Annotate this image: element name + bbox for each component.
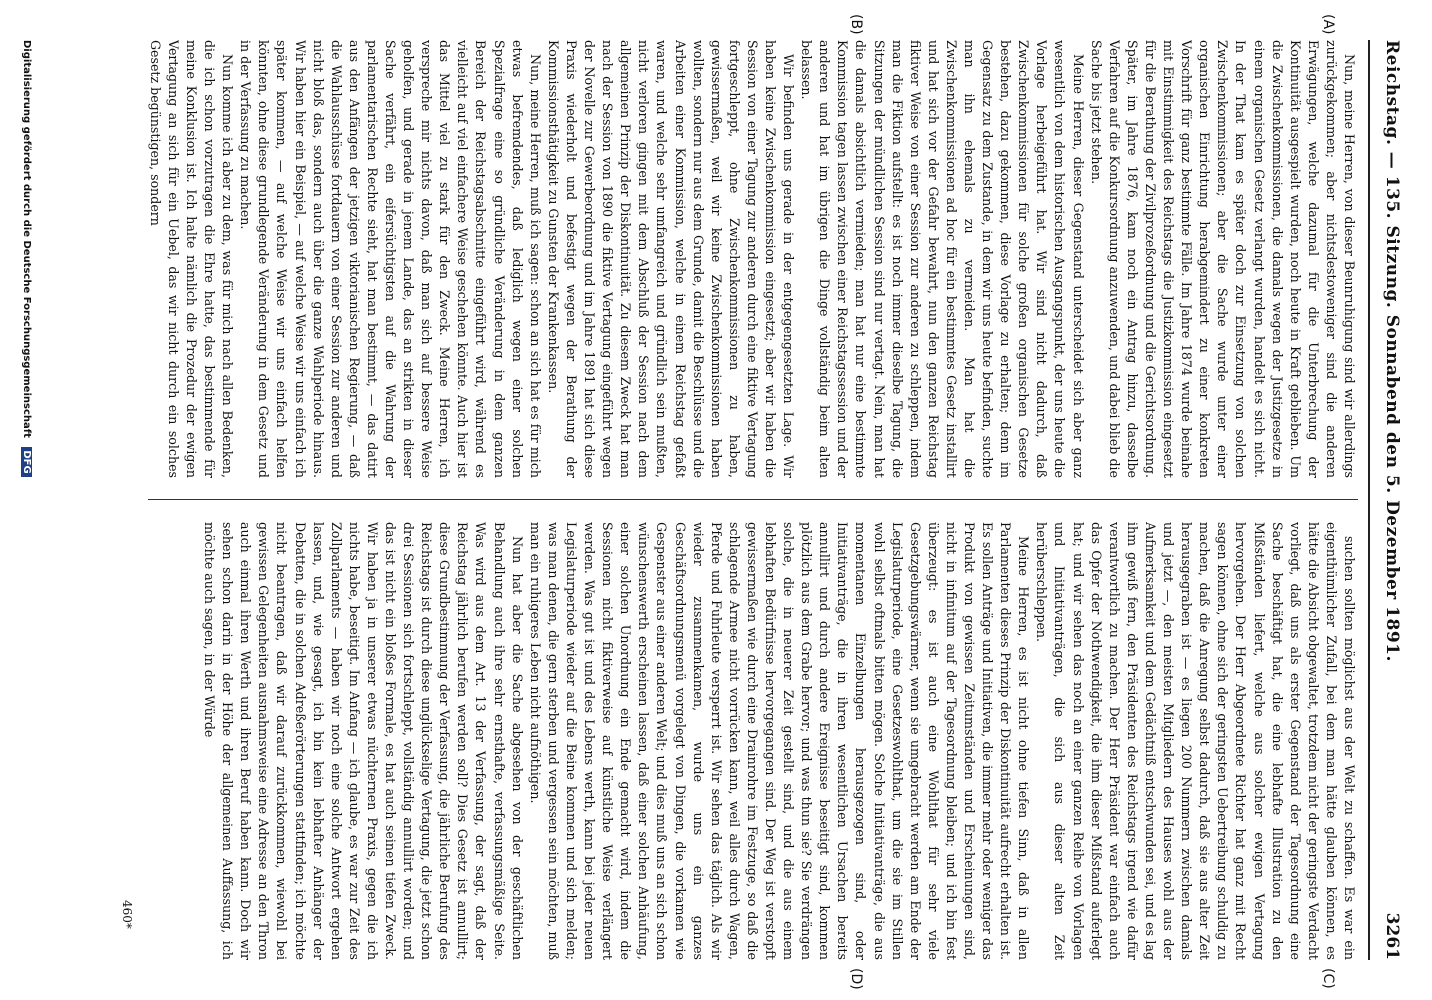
running-title: Reichstag. — 135. Sitzung. Sonnabend den 5. Dezember 1891.: [1382, 40, 1402, 662]
page-number: 3261: [1382, 912, 1402, 960]
margin-marker-d: (D): [848, 968, 864, 990]
right-column: [138, 522, 1358, 960]
paragraph: Nun hat aber die Sache abgesehen von der geschäftlichen Behandlung auch ihre sehr ernsthafte, verfassungsmäßige Seite. Was wird aus dem Art. 13 der Verfassung, der sagt, daß der Reichstag jährlich berufen werden soll? Dies Gesetz ist annullirt; diese Grundbestimmung der Verfassung, die jährliche Berufung des Reichstags ist durch diese unglückselige Vertagung, die jetzt schon drei Sessionen sich fortschleppt, vollständig annullirt worden; und das ist nicht ein bloßes Formale, es hat auch seinen tiefen Zweck. Wir haben ja in unserer etwas nüchternen Praxis, gegen die ich nichts habe, beseitigt. Im Anfang — ich glaube, es war zur Zeit des Zollparlaments — haben wir noch eine solche Antwort ergehen lassen, und, wie gesagt, ich bin kein lebhafter Anhänger der Debatten, die in solchen Adreßerörterungen stattfinden; ich möchte nicht beantragen, daß wir darauf zurückkommen, wiewohl bei gewissen Gelegenheiten ausnahmsweise eine Adresse an den Thron auch einmal ihren Werth und ihren Beruf haben kann. Doch wir sehen schon darin in der Höhe der allgemeinen Auffassung, ich möchte auch sagen, in der Würde: [202, 522, 525, 960]
credit-text: Digitalisierung gefördert durch die Deutsche Forschungsgemeinschaft: [21, 40, 32, 438]
page-header: [1370, 40, 1410, 960]
margin-marker-b: (B): [848, 14, 864, 35]
margin-marker-c: (C): [1320, 968, 1336, 989]
header-rule: [1368, 40, 1370, 960]
paragraph: Nun, meine Herren, muß ich sagen: schon an sich hat es für mich etwas befremdendes, daß lediglich wegen einer solchen Spezialfrage eine so gründliche Veränderung in dem ganzen Bereich der Reichstagsabschnitte eingeführt wird, während es vielleicht auf viel einfachere Weise geschehen könnte. Auch hier ist das Mittel viel zu stark für den Zweck. Meine Herren, ich verspreche mir nichts davon, daß man sich auf bessere Weise geholfen, und gerade in jenem Lande, das an strikten in dieser Sache verfährt, ein eifersüchtigsten auf die Wahrung der parlamentarischen Rechte sieht, hat man bestimmt, — das datirt aus den Anfängen der jetzigen viktorianischen Regierung, — daß die Wahlausschüsse fortdauern von einer Session zur anderen und nicht bloß das, sondern auch über die ganze Wahlperiode hinaus. Wir haben hier ein Beispiel, — auf welche Weise wir uns einfach ich später kommen, — auf welche Weise wir uns einfach helfen könnten, ohne diese grundlegende Veränderung in dem Gesetz und in der Verfassung zu machen.: [238, 40, 543, 478]
paragraph: Nun komme ich aber zu dem, was für mich nach allen Bedenken, die ich schon vorzutragen die Ehre hatte, das bestimmende für meine Konklusion ist. Ich halte nämlich die Prozedur der ewigen Vertagung an sich für ein Uebel, das wir nicht durch ein solches Gesetz begünstigen, sondern: [147, 40, 236, 478]
signature-folio: 460*: [120, 900, 134, 929]
digitization-credit: [21, 40, 32, 477]
paragraph: Wir befinden uns gerade in der entgegengesetzten Lage. Wir haben keine Zwischenkommission eingesetzt; aber wir haben die Session von einer Tagung zur anderen durch eine fiktive Vertagung fortgeschleppt, ohne Zwischenkommissionen zu haben, gewissermaßen, weil wir keine Zwischenkommissionen haben wollten, sondern nur aus dem Grunde, damit die Beschlüsse und die Arbeiten einer Kommission, welche in einem Reichstag gefaßt waren, und welche sehr umfangreich und gründlich sein mußten, nicht verloren gingen mit dem Abschluß der Session nach dem allgemeinen Prinzip der Diskontinuität. Zu diesem Zweck hat man nach der Session von 1890 die fiktive Vertagung eingeführt wegen der Novelle zur Gewerbeordnung und im Jahre 1891 hat sich diese Praxis wiederholt und befestigt wegen der Berathung der Kommissionsthätigkeit zu Gunsten der Krankenkassen.: [545, 40, 797, 478]
paragraph: Meine Herren, es ist nicht ohne tiefen Sinn, daß in allen Parlamenten dieses Prinzip der Diskontinuität aufrecht erhalten ist. Es sollen Anträge und Initiativen, die immer mehr oder weniger das Produkt von gewissen Zeitumständen und Erscheinungen sind, nicht in infinitum auf der Tagesordnung bleiben; und ich bin fest überzeugt: es ist auch eine Wohlthat für sehr viele Gesetzgebungswärmer, wenn sie umgebracht werden am Ende der Legislaturperiode, eine Gesetzeswohlthat, um die sie im Stillen wohl selbst oftmals bitten mögen. Solche Initiativanträge, die aus momentanen Einzelbungen herausgezogen sind, oder Initiativanträge, die in ihren wesentlichen Ursachen bereits annullirt und durch andere Ereignisse beseitigt sind, kommen plötzlich aus dem Grabe hervor; und was thun sie? Sie verdrängen solche, die in neuerer Zeit gestellt sind, und die aus einem lebhaften Bedürfnisse hervorgegangen sind. Der Weg ist verstopft gewissermaßen wie durch eine Drainrohre im Festzuge, so daß die schlagende Armee nicht vorrücken kann, weil alles durch Wagen, Pferde und Fuhrleute versperrt ist. Wir sehen das täglich. Als wir wieder zusammenkamen, wurde uns ein ganzes Geschäftsordnungsmenü vorgelegt von Dingen, die vorkamen wie Gespenster aus einer anderen Welt; und dies muß uns an sich schon wünschenswerth erscheinen lassen, daß einer solchen Anhäufung, einer solchen Unordnung ein Ende gemacht wird, indem die Sessionen nicht fiktiverweise auf künstliche Weise verlängert werden. Was gut ist und des Lebens werth, kann bei jeder neuen Legislaturperiode wieder auf die Beine kommen und sich melden; was man denen, die gern sterben und vergessen sein möchten, muß man ein ruhigeres Leben nicht aufnöthigen.: [527, 522, 1032, 960]
column-divider: [148, 499, 1358, 500]
paragraph: Meine Herren, dieser Gegenstand unterscheidet sich aber ganz wesentlich von dem historischen Ausgangspunkt, der uns heute die Vorlage herbeigeführt hat. Wir sind nicht dadurch, daß Zwischenkommissionen für solche großen organischen Gesetze bestehen, dazu gekommen, diese Vorlage zu erhalten; denn im Gegensatz zu dem Zustande, in dem wir uns heute befinden, suchte man ihn ehemals zu vermeiden. Man hat die Zwischenkommissionen ad hoc für ein bestimmtes Gesetz installirt und hat sich vor der Gefahr bewahrt, nun den ganzen Reichstag fiktiver Weise von einer Session zur anderen zu schleppen, indem man die Fiktion aufstellt: es ist noch immer dieselbe Tagung, die Sitzungen der mündlichen Session sind nur vertagt. Nein, man hat die damals absichtlich vermieden; man hat nur eine bestimmte Kommission tagen lassen zwischen einer Reichstagssession und der anderen und hat im übrigen die Dinge vollständig beim alten belassen.: [799, 40, 1086, 478]
dfg-logo: DFG: [21, 447, 32, 476]
margin-marker-a: (A): [1320, 14, 1336, 35]
left-column: [138, 40, 1358, 478]
paragraph: Nun, meine Herren, von dieser Beunruhigung sind wir allerdings zurückgekommen; aber nichtsdestoweniger sind die anderen Erwägungen, welche dazumal für die Unterbrechung der Kontinuität ausgespielt wurden, noch heute in Kraft geblieben. Um die Zwischenkommissionen, die damals wegen der Justizgesetze in einem organischen Gesetz verlangt wurden, handelt es sich nicht. In der That kam es später doch zur Einsetzung von solchen Zwischenkommissionen; aber die Sache wurde unter einer organischen Einrichtung herabgemindert zu einer konkreten Vorschrift für ganz bestimmte Fälle. Im Jahre 1874 wurde beinahe mit Einstimmigkeit des Reichstags die Justizkommission eingesetzt für die Berathung der Zivilprozeßordnung und die Gerichtsordnung. Später, im Jahre 1876, kam noch ein Antrag hinzu, dasselbe Verfahren auf die Konkursordnung anzuwenden, und dabei blieb die Sache bis jetzt stehen.: [1088, 40, 1357, 478]
paragraph: suchen sollten möglichst aus der Welt zu schaffen. Es war ein eigenthümlicher Zufall, bei dem man hätte glauben können, es hätte die Absicht obgewaltet, trotzdem nicht der geringste Verdacht vorliegt, daß uns als erster Gegenstand der Tagesordnung eine Sache beschäftigt hat, die eine lebhafte Illustration zu den Mißständen liefert, welche aus solcher ewigen Vertagung hervorgehen. Der Herr Abgeordnete Richter hat ganz mit Recht sagen können, ohne sich der geringsten Uebertreibung schuldig zu machen, daß die Anregung selbst dadurch, daß sie aus alter Zeit herausgegraben ist — es liegen 200 Nummern zwischen damals und jetzt —, den meisten Mitgliedern des Hauses wohl aus der Aufmerksamkeit und dem Gedächtniß entschwunden sei, und es lag ihm gewiß fern, den Präsidenten des Reichstags irgend wie dafür verantwortlich zu machen. Der Herr Präsident war einfach auch das Opfer der Nothwendigkeit, die ihm dieser Mißstand auferlegt hat; und wir sehen das noch an einer ganzen Reihe von Vorlagen und Initiativanträgen, die sich aus dieser alten Zeit herüberschleppen.: [1034, 522, 1357, 960]
